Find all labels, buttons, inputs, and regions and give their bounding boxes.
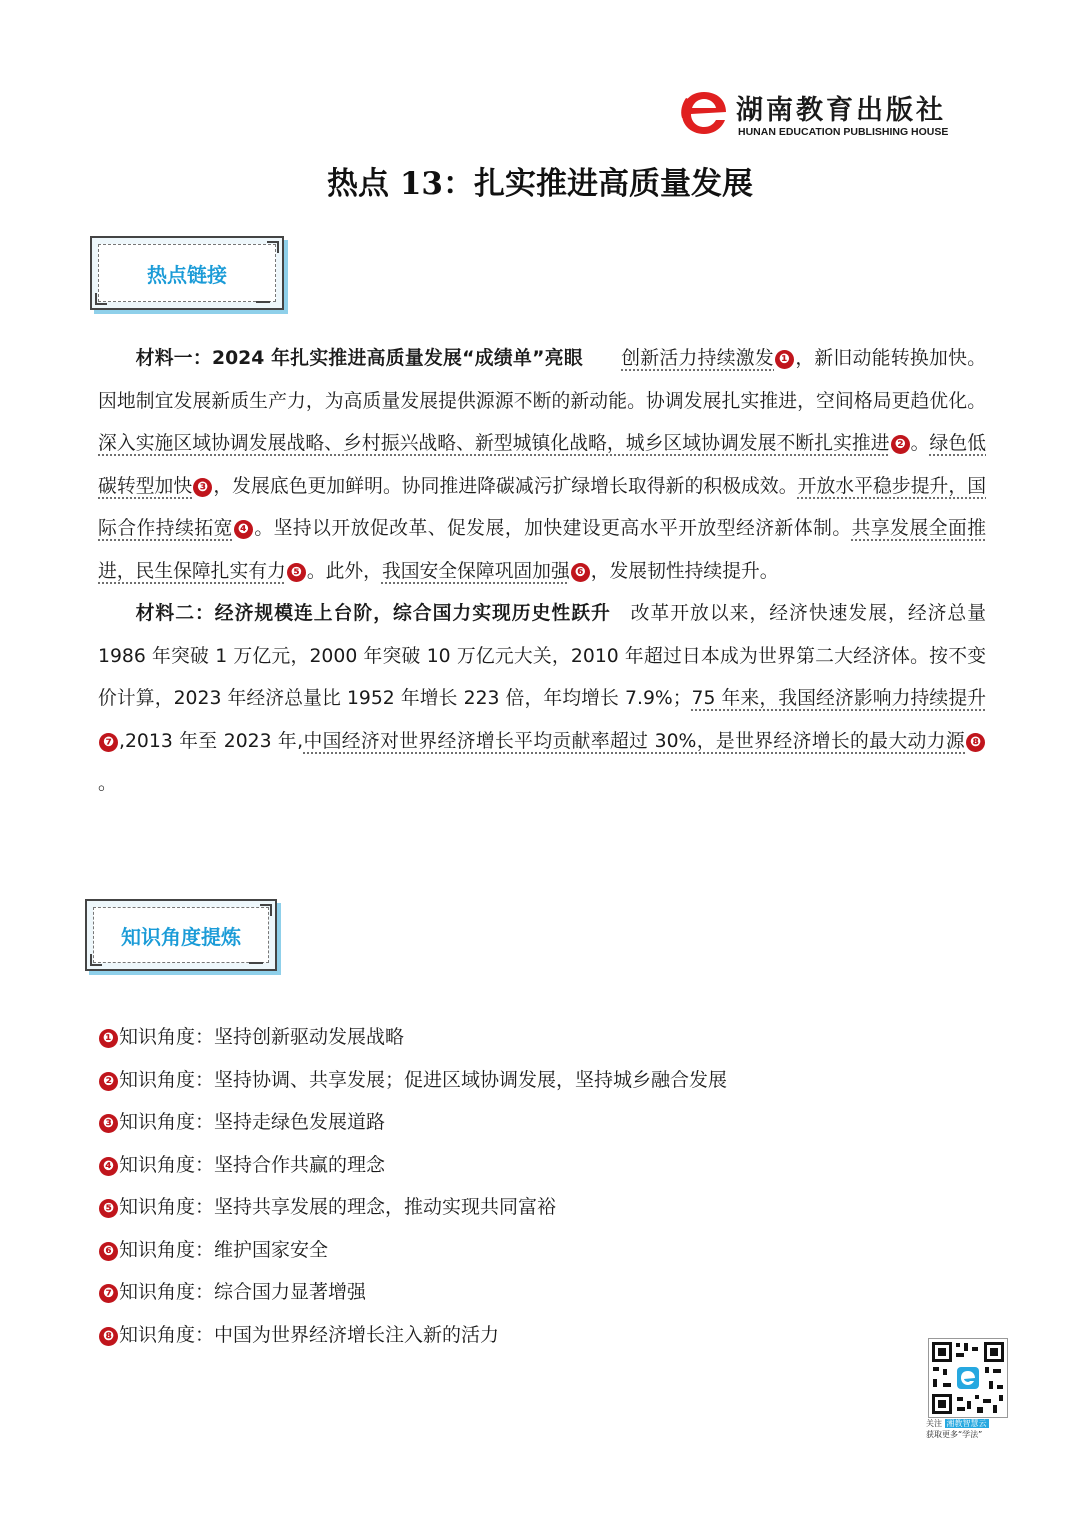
section-label: 知识角度提炼 xyxy=(121,924,241,949)
body-text: ，发展韧性持续提升。 xyxy=(590,560,779,582)
hunan-education-e-logo-icon xyxy=(676,84,732,140)
marker-7-icon: ❼ xyxy=(99,1284,118,1303)
body-text: ，新旧动能转换加快。因地制宜发展新质生产力，为高质量发展提供源源不断的新动能。协调发展扎实推进，空间格局更趋优化。 xyxy=(98,348,987,412)
qr-caption-line1 xyxy=(926,1418,1016,1429)
list-item xyxy=(98,1101,898,1144)
marker-7-icon: ❼ xyxy=(99,733,118,752)
marker-5-icon: ❺ xyxy=(99,1199,118,1218)
knowledge-list xyxy=(98,1016,898,1356)
knowledge-text: 知识角度：坚持合作共赢的理念 xyxy=(119,1153,386,1176)
marker-5-icon: ❺ xyxy=(287,563,306,582)
marker-2-icon: ❷ xyxy=(99,1072,118,1091)
list-item xyxy=(98,1016,898,1059)
body-text: 。 xyxy=(910,433,930,454)
qr-code-icon[interactable] xyxy=(928,1338,1008,1418)
highlight-text: 我国安全保障巩固加强 xyxy=(381,560,570,582)
list-item xyxy=(98,1229,898,1272)
materials-body xyxy=(98,338,986,806)
list-item xyxy=(98,1059,898,1102)
body-text: 改革开放以来，经济快速发展，经济总量 1986 年突破 1 万亿元，2000 年突破 10 万亿元大关，2010 年超过日本成为世界第二大经济体。按不变价计算，2023 年经济总量比 1952 年增长 223 倍，年均增长 7.9%； xyxy=(98,603,987,709)
marker-1-icon: ❶ xyxy=(99,1029,118,1048)
highlight-text: 创新活力持续激发 xyxy=(621,348,774,369)
section-knowledge-box xyxy=(85,899,277,971)
marker-3-icon: ❸ xyxy=(193,478,212,497)
body-text: 。 xyxy=(98,773,117,794)
highlight-text: 中国经济对世界经济增长平均贡献率超过 30%，是世界经济增长的最大动力源 xyxy=(303,730,965,752)
material-one-lead: 材料一：2024 年扎实推进高质量发展“成绩单”亮眼 xyxy=(135,348,583,369)
knowledge-text: 知识角度：综合国力显著增强 xyxy=(119,1281,367,1303)
highlight-text: 共享发展全面推进，民生保障扎实有力 xyxy=(98,518,987,582)
list-item xyxy=(98,1186,898,1229)
marker-6-icon: ❻ xyxy=(99,1242,118,1261)
knowledge-text: 知识角度：坚持共享发展的理念，推动实现共同富裕 xyxy=(119,1196,557,1218)
page-title: 热点 13：扎实推进高质量发展 xyxy=(327,166,753,202)
publisher-name-en: HUNAN EDUCATION PUBLISHING HOUSE xyxy=(738,126,949,138)
knowledge-text: 知识角度：维护国家安全 xyxy=(119,1238,329,1261)
marker-4-icon: ❹ xyxy=(234,520,253,539)
body-text: 。此外， xyxy=(306,560,382,582)
marker-3-icon: ❸ xyxy=(99,1114,118,1133)
marker-8-icon: ❽ xyxy=(966,733,985,752)
section-label: 热点链接 xyxy=(147,262,227,287)
marker-6-icon: ❻ xyxy=(571,563,590,582)
section-hotspot-link-box xyxy=(90,236,284,310)
body-text: ，发展底色更加鲜明。协同推进降碳减污扩绿增长取得新的积极成效。 xyxy=(213,475,798,497)
marker-4-icon: ❹ xyxy=(99,1157,118,1176)
qr-caption-line2: 获取更多“学法” xyxy=(926,1430,983,1439)
highlight-text: 75 年来，我国经济影响力持续提升 xyxy=(691,688,986,709)
list-item xyxy=(98,1271,898,1314)
marker-2-icon: ❷ xyxy=(891,435,910,454)
publisher-name-cn: 湖南教育出版社 xyxy=(736,95,946,126)
highlight-text: 绿色低碳转型加快 xyxy=(98,433,987,497)
knowledge-text: 知识角度：坚持走绿色发展道路 xyxy=(119,1111,386,1133)
list-item xyxy=(98,1144,898,1187)
qr-caption xyxy=(926,1418,1016,1440)
body-text: 。坚持以开放促改革、促发展，加快建设更高水平开放型经济新体制。 xyxy=(253,518,852,539)
marker-1-icon: ❶ xyxy=(775,350,794,369)
material-two-lead: 材料二：经济规模连上台阶，综合国力实现历史性跃升 xyxy=(135,603,611,624)
highlight-text: 开放水平稳步提升，国际合作持续拓宽 xyxy=(98,475,987,539)
list-item xyxy=(98,1314,898,1357)
knowledge-text: 知识角度：中国为世界经济增长注入新的活力 xyxy=(119,1323,500,1346)
material-two-paragraph xyxy=(98,593,986,806)
highlight-text: 深入实施区域协调发展战略、乡村振兴战略、新型城镇化战略，城乡区域协调发展不断扎实推进 xyxy=(98,433,890,454)
material-one-paragraph xyxy=(98,338,986,593)
qr-caption-tag: 湘教智慧云 xyxy=(946,1419,987,1428)
qr-caption-prefix: 关注 xyxy=(926,1419,942,1428)
knowledge-text: 知识角度：坚持协调、共享发展；促进区域协调发展，坚持城乡融合发展 xyxy=(119,1068,728,1091)
marker-8-icon: ❽ xyxy=(99,1327,118,1346)
body-text: ,2013 年至 2023 年, xyxy=(119,730,304,752)
publisher-logo xyxy=(676,84,966,144)
knowledge-text: 知识角度：坚持创新驱动发展战略 xyxy=(119,1026,405,1048)
